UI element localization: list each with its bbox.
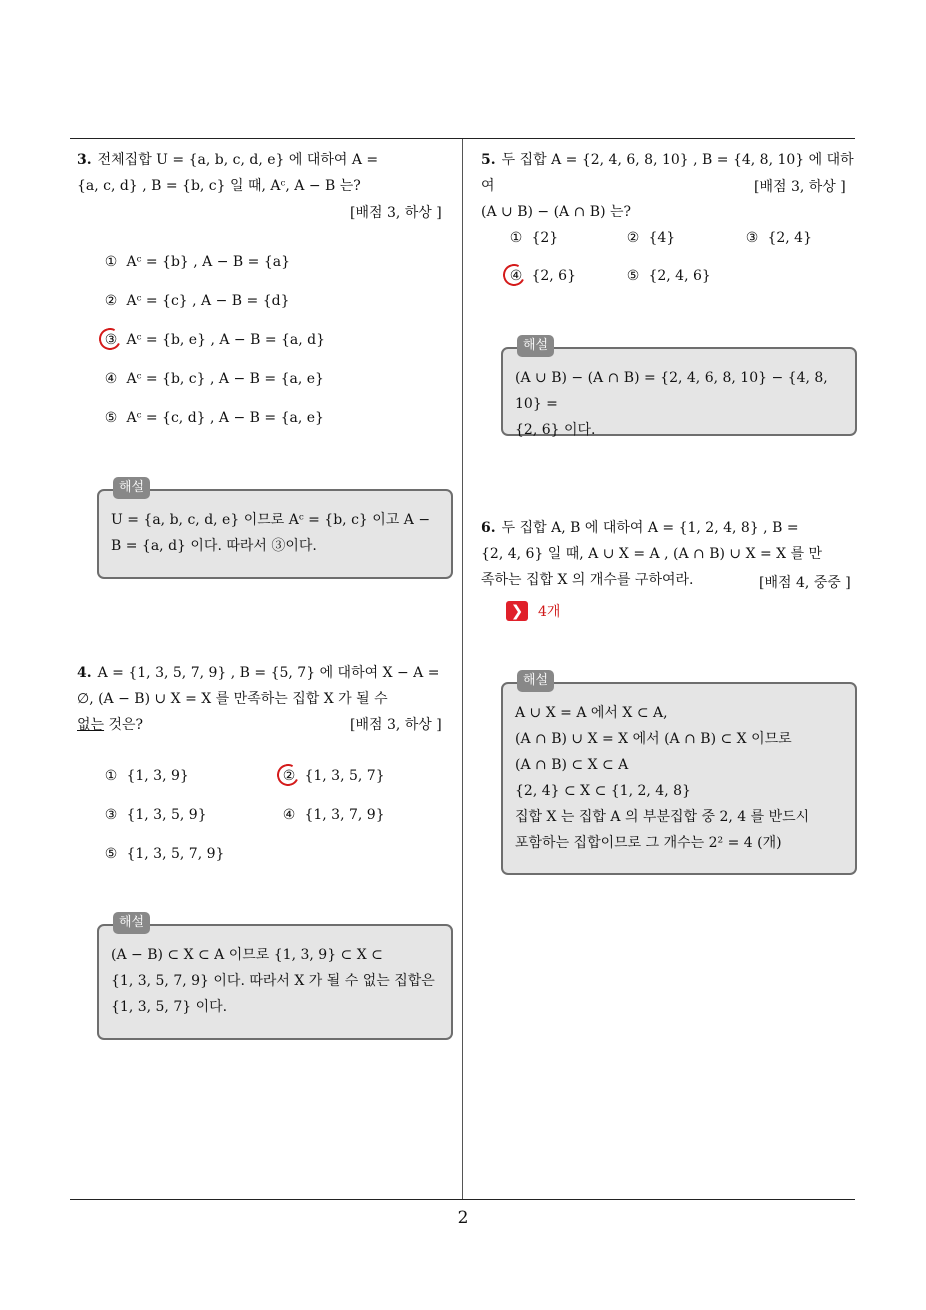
solution-text: (A − B) ⊂ X ⊂ A 이므로 {1, 3, 9} ⊂ X ⊂ {1, 3, 5, 7, 9} 이다. 따라서 X 가 될 수 없는 집합은 {1, 3, 5, 7} 이다. bbox=[111, 947, 435, 1015]
problem-3-line2: {a, c, d} , B = {b, c} 일 때, Aᶜ, A − B 는? bbox=[77, 178, 361, 194]
solution-text: (A ∪ B) − (A ∩ B) = {2, 4, 6, 8, 10} − {4, 8, 10} = {2, 6} 이다. bbox=[515, 370, 828, 438]
choice-5[interactable]: ⑤ Aᶜ = {c, d} , A − B = {a, e} bbox=[104, 410, 324, 426]
problem-6-grade: [배점 4, 중중 ] bbox=[759, 575, 851, 591]
choice-3[interactable]: ③ Aᶜ = {b, e} , A − B = {a, d} bbox=[104, 332, 326, 348]
problem-number: 4. bbox=[77, 665, 92, 681]
problem-number: 5. bbox=[481, 152, 496, 168]
bottom-rule bbox=[70, 1199, 855, 1200]
solution-box-6 bbox=[501, 673, 857, 875]
solution-box-3 bbox=[97, 480, 453, 579]
solution-tag: 해설 bbox=[517, 335, 554, 357]
problem-4-grade: [배점 3, 하상 ] bbox=[350, 717, 442, 733]
problem-3-line1: 3. 전체집합 U = {a, b, c, d, e} 에 대하여 A = bbox=[77, 152, 379, 168]
page-number: 2 bbox=[457, 1208, 469, 1228]
problem-4-line2: ∅, (A − B) ∪ X = X 를 만족하는 집합 X 가 될 수 bbox=[77, 691, 388, 707]
problem-6-line3: 족하는 집합 X 의 개수를 구하여라. bbox=[481, 572, 694, 588]
solution-tag: 해설 bbox=[113, 477, 150, 499]
problem-4-line1: 4. A = {1, 3, 5, 7, 9} , B = {5, 7} 에 대하여 X − A = bbox=[77, 665, 440, 681]
solution-text: U = {a, b, c, d, e} 이므로 Aᶜ = {b, c} 이고 A − B = {a, d} 이다. 따라서 ③이다. bbox=[111, 512, 431, 554]
problem-number: 3. bbox=[77, 152, 92, 168]
problem-3-grade: [배점 3, 하상 ] bbox=[350, 205, 442, 221]
choice-2[interactable]: ② Aᶜ = {c} , A − B = {d} bbox=[104, 293, 290, 309]
choice-1[interactable]: ① {2} bbox=[509, 230, 559, 246]
problem-4-line3: 없는 것은? bbox=[77, 717, 144, 733]
choice-1[interactable]: ① Aᶜ = {b} , A − B = {a} bbox=[104, 254, 290, 270]
answer-row bbox=[506, 601, 560, 621]
problem-6-line2: {2, 4, 6} 일 때, A ∪ X = A , (A ∩ B) ∪ X = X 를 만 bbox=[481, 546, 823, 562]
column-divider bbox=[462, 139, 463, 1200]
choice-4[interactable]: ④ {1, 3, 7, 9} bbox=[282, 807, 385, 823]
choice-2[interactable]: ② {4} bbox=[626, 230, 676, 246]
answer-value: 4개 bbox=[538, 604, 561, 620]
problem-5-line2: (A ∪ B) − (A ∩ B) 는? bbox=[481, 204, 632, 220]
solution-box-4 bbox=[97, 915, 453, 1040]
solution-tag: 해설 bbox=[517, 670, 554, 692]
choice-1[interactable]: ① {1, 3, 9} bbox=[104, 768, 189, 784]
choice-5[interactable]: ⑤ {2, 4, 6} bbox=[626, 268, 711, 284]
choice-4[interactable]: ④ Aᶜ = {b, c} , A − B = {a, e} bbox=[104, 371, 324, 387]
choice-4[interactable]: ④ {2, 6} bbox=[509, 268, 576, 284]
solution-tag: 해설 bbox=[113, 912, 150, 934]
problem-5-grade: [배점 3, 하상 ] bbox=[754, 179, 846, 195]
problem-3 bbox=[77, 147, 455, 199]
solution-box-5 bbox=[501, 338, 857, 438]
choice-3[interactable]: ③ {1, 3, 5, 9} bbox=[104, 807, 207, 823]
problem-5-line1: 5. 두 집합 A = {2, 4, 6, 8, 10} , B = {4, 8, 10} 에 대하여 bbox=[481, 152, 854, 194]
choice-5[interactable]: ⑤ {1, 3, 5, 7, 9} bbox=[104, 846, 225, 862]
choice-3[interactable]: ③ {2, 4} bbox=[745, 230, 812, 246]
solution-text: A ∪ X = A 에서 X ⊂ A, (A ∩ B) ∪ X = X 에서 (A ∩ B) ⊂ X 이므로 (A ∩ B) ⊂ X ⊂ A {2, 4} ⊂ X ⊂ {1, 2, 4, 8} 집합 X 는 집합 A 의 부분집합 중 2, 4 를 반드시 포함하는 집합이므로 그 개수는 2² = 4 (개) bbox=[515, 705, 810, 851]
chevron-right-icon: ❯ bbox=[506, 601, 528, 621]
problem-number: 6. bbox=[481, 520, 496, 536]
choice-2[interactable]: ② {1, 3, 5, 7} bbox=[282, 768, 385, 784]
problem-6-line1: 6. 두 집합 A, B 에 대하여 A = {1, 2, 4, 8} , B = bbox=[481, 520, 799, 536]
